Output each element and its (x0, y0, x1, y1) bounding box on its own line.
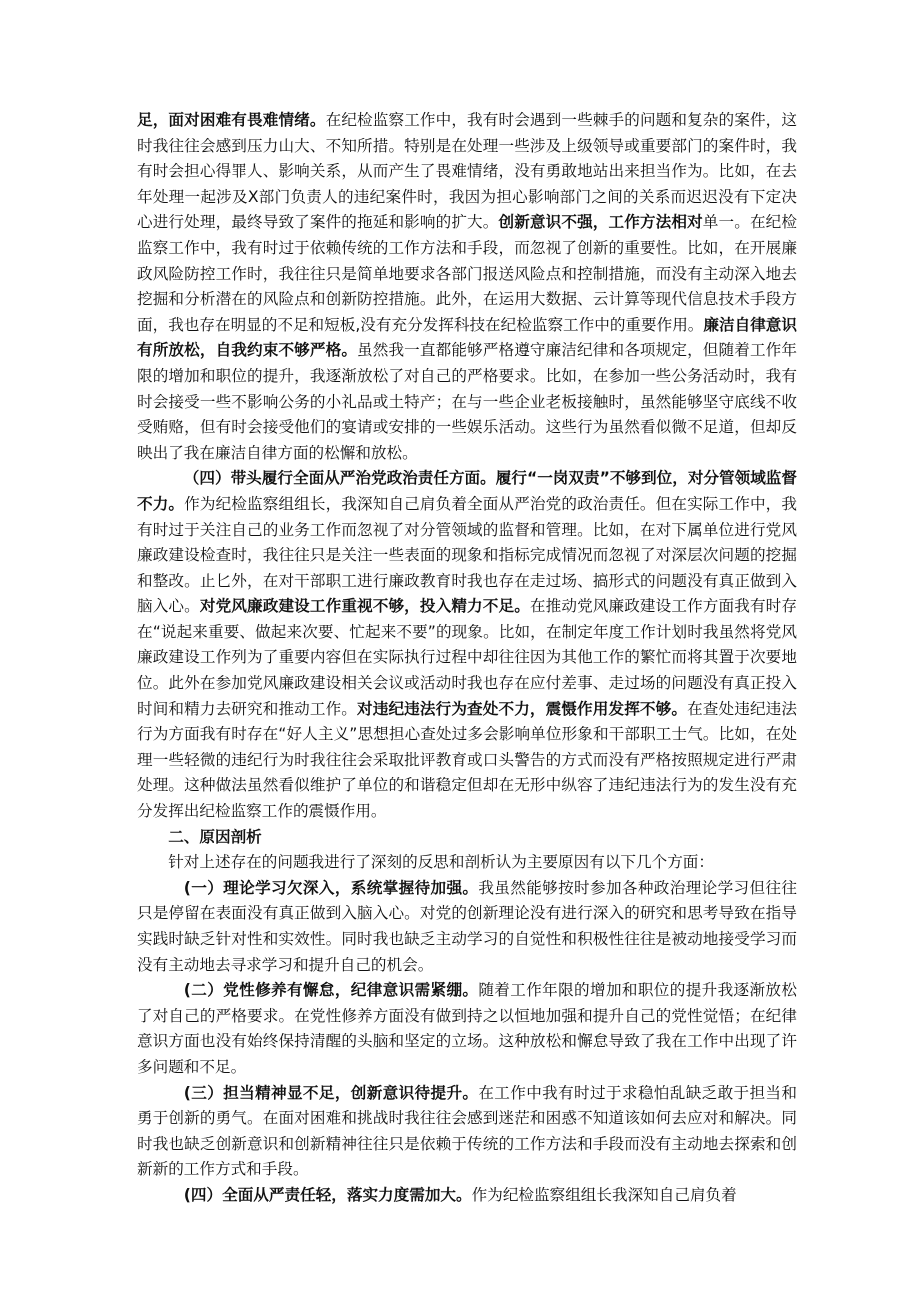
bold-heading: 创新意识不强，工作方法相对 (498, 213, 703, 232)
body-text: 在工作中我有时过于求稳怕乱缺乏敢于担当和勇于创新的勇气。在面对困难和挑战时我往往会感到迷茫和困惑不知道该如何去应对和解决。同时我也缺乏创新意识和创新精神往往只是依赖于传统的工作方法和手段而没有主动地去探索和创新新的工作方式和手段。 (137, 1083, 797, 1179)
body-text: 在推动党风廉政建设工作方面我有时存在“说起来重要、做起来次要、忙起来不要”的现象。比如，在制定年度工作计划时我虽然将党风廉政建设工作列为了重要内容但在实际执行过程中却往往因为其他工作的繁忙而将其置于次要地位。此外在参加党风廉政建设相关会议或活动时我也存在应付差事、走过场的问题没有真正投入时间和精力去研究和推动工作。 (137, 597, 797, 718)
paragraph-intro: 针对上述存在的问题我进行了深刻的反思和剖析认为主要原因有以下几个方面： (168, 853, 714, 872)
body-text: 单一。在纪检监察工作中，我有时过于依赖传统的工作方法和手段，而忽视了创新的重要性。比如，在开展廉政风险防控工作时，我往往只是简单地要求各部门报送风险点和控制措施，而没有主动深入地去挖掘和分析潜在的风险点和创新防控措施。此外，在运用大数据、云计算等现代信息技术手段方面，我也存在明显的不足和短板,没有充分发挥科技在纪检监察工作中的重要作用。 (137, 213, 797, 334)
body-text: 作为纪检监察组组长我深知自己肩负着 (471, 1185, 737, 1204)
bold-heading: (二）党性修养有懈怠，纪律意识需紧绷。 (183, 981, 479, 1000)
body-text: 在纪检监察工作中，我有时会遇到一些棘手的问题和复杂的案件，这时我往往会感到压力山大、不知所措。特别是在处理一些涉及上级领导或重要部门的案件时，我有时会担心得罪人、影响关系，从而产生了畏难情绪，没有勇敢地站出来担当作为。比如，在去年处理一起涉及X部门负责人的违纪案件时，我因为担心影响部门之间的关系而迟迟没有下定决心进行处理，最终导致了案件的拖延和影响的扩大。 (137, 111, 797, 232)
paragraph-cause-4 (137, 1183, 797, 1209)
bold-heading: 对违纪违法行为查处不力，震慑作用发挥不够。 (357, 699, 688, 718)
body-text: 虽然我一直都能够严格遵守廉洁纪律和各项规定，但随着工作年限的增加和职位的提升，我逐渐放松了对自己的严格要求。比如，在参加一些公务活动时，我有时会接受一些不影响公务的小礼品或土特产；在与一些企业老板接触时，虽然能够坚守底线不收受贿赂，但有时会接受他们的宴请或安排的一些娱乐活动。这些行为虽然看似微不足道，但却反映出了我在廉洁自律方面的松懈和放松。 (137, 341, 797, 462)
bold-heading: 廉洁自律意识有所放松，自我约束不够严格。 (137, 315, 797, 360)
bold-heading: (四）全面从严责任轻，落实力度需加大。 (183, 1185, 472, 1204)
bold-heading: （四）带头履行全面从严治党政治责任方面。履行“一岗双责”不够到位，对分管领域监督不力。 (137, 469, 797, 513)
paragraph-problems-3 (137, 108, 797, 466)
paragraph-cause-3 (137, 1081, 797, 1183)
section-title-cause-analysis: 二、原因剖析 (168, 827, 262, 846)
bold-heading: (三）担当精神显不足，创新意识待提升。 (183, 1083, 479, 1102)
bold-heading: 对党风廉政建设工作重视不够，投入精力不足。 (199, 597, 530, 616)
body-text: 我虽然能够按时参加各种政治理论学习但往往只是停留在表面没有真正做到入脑入心。对党的创新理论没有进行深入的研究和思考导致在指导实践时缺乏针对性和实效性。同时我也缺乏主动学习的自觉性和积极性往往是被动地接受学习而没有主动地去寻求学习和提升自己的机会。 (137, 878, 797, 974)
paragraph-cause-1 (137, 876, 797, 978)
bold-heading: (一）理论学习欠深入，系统掌握待加强。 (183, 878, 479, 897)
body-text: 随着工作年限的增加和职位的提升我逐渐放松了对自己的严格要求。在党性修养方面没有做到持之以恒地加强和提升自己的党性觉悟；在纪律意识方面也没有始终保持清醒的头脑和坚定的立场。这种放松和懈怠导致了我在工作中出现了许多问题和不足。 (137, 981, 797, 1076)
paragraph-cause-2 (137, 978, 797, 1080)
bold-heading: 足，面对困难有畏难情绪。 (137, 111, 326, 129)
paragraph-problems-4 (137, 466, 797, 824)
body-text: 作为纪检监察组组长，我深知自己肩负着全面从严治党的政治责任。但在实际工作中，我有时过于关注自己的业务工作而忽视了对分管领域的监督和管理。比如，在对下属单位进行党风廉政建设检查时，我往往只是关注一些表面的现象和指标完成情况而忽视了对深层次问题的挖掘和整改。止匕外，在对干部职工进行廉政教育时我也存在走过场、搞形式的问题没有真正做到入脑入心。 (137, 494, 797, 616)
document-page (137, 108, 797, 1209)
body-text: 在查处违纪违法行为方面我有时存在“好人主义”思想担心查处过多会影响单位形象和干部职工士气。比如，在处理一些轻微的违纪行为时我往往会采取批评教育或口头警告的方式而没有严格按照规定进行严肃处理。这种做法虽然看似维护了单位的和谐稳定但却在无形中纵容了违纪违法行为的发生没有充分发挥出纪检监察工作的震慑作用。 (137, 699, 797, 821)
